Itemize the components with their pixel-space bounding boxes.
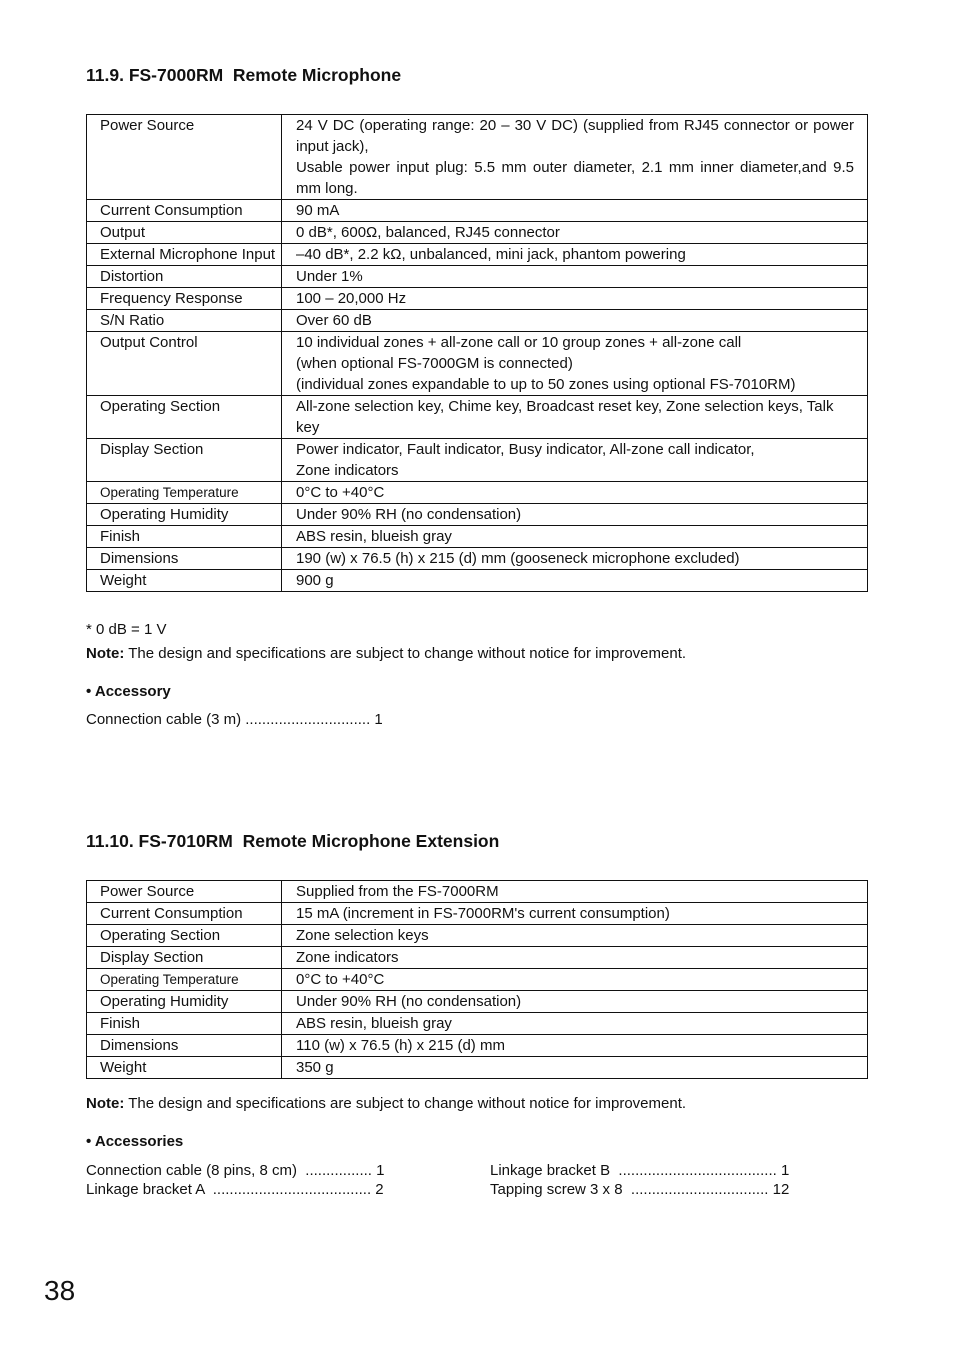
spec-value-line: Power indicator, Fault indicator, Busy indicator, All-zone call indicator, xyxy=(296,441,755,458)
spec-row xyxy=(87,310,868,332)
spec-label: Finish xyxy=(87,526,282,548)
spec-label: Operating Temperature xyxy=(87,482,282,504)
spec-label: Dimensions xyxy=(87,548,282,570)
accessory-title: • Accessory xyxy=(86,683,171,700)
accessory-item: Connection cable (8 pins, 8 cm) ................ 1 xyxy=(86,1162,385,1179)
spec-row xyxy=(87,1013,868,1035)
spec-value xyxy=(282,526,868,548)
spec-label: Display Section xyxy=(87,439,282,482)
spec-table-fs7000rm xyxy=(86,114,868,592)
spec-value xyxy=(282,288,868,310)
spec-row xyxy=(87,925,868,947)
spec-value-line: 190 (w) x 76.5 (h) x 215 (d) mm (gooseneck microphone excluded) xyxy=(296,550,740,567)
spec-value-line: 0 dB*, 600Ω, balanced, RJ45 connector xyxy=(296,224,560,241)
spec-value xyxy=(282,244,868,266)
spec-value xyxy=(282,396,868,439)
spec-value xyxy=(282,947,868,969)
spec-label: Power Source xyxy=(87,115,282,200)
spec-label: Finish xyxy=(87,1013,282,1035)
spec-value-line: 15 mA (increment in FS-7000RM's current consumption) xyxy=(296,905,670,922)
accessories-title: • Accessories xyxy=(86,1133,184,1150)
spec-value-line: 10 individual zones + all-zone call or 10 group zones + all-zone call xyxy=(296,334,742,351)
spec-value-line: 900 g xyxy=(296,572,334,589)
spec-row xyxy=(87,1057,868,1079)
section-heading-fs7010rm: 11.10. FS-7010RM Remote Microphone Extension xyxy=(86,831,500,851)
spec-label: Output Control xyxy=(87,332,282,396)
spec-value xyxy=(282,548,868,570)
spec-value-line: ABS resin, blueish gray xyxy=(296,528,452,545)
spec-value xyxy=(282,570,868,592)
note-2 xyxy=(86,1095,686,1112)
spec-value-line: Under 90% RH (no condensation) xyxy=(296,993,522,1010)
spec-value xyxy=(282,115,868,200)
spec-table-fs7010rm xyxy=(86,880,868,1079)
accessory-item: Connection cable (3 m) .............................. 1 xyxy=(86,711,383,728)
spec-value-line: Usable power input plug: 5.5 mm outer diameter, 2.1 mm inner diameter,and 9.5 mm long. xyxy=(296,159,854,197)
spec-row xyxy=(87,288,868,310)
spec-row xyxy=(87,439,868,482)
note xyxy=(86,645,686,662)
spec-label: Display Section xyxy=(87,947,282,969)
spec-value xyxy=(282,903,868,925)
spec-row xyxy=(87,266,868,288)
spec-value-line: Under 90% RH (no condensation) xyxy=(296,506,522,523)
spec-row xyxy=(87,947,868,969)
spec-label: Distortion xyxy=(87,266,282,288)
spec-label: Operating Section xyxy=(87,925,282,947)
spec-label: Frequency Response xyxy=(87,288,282,310)
note-text: The design and specifications are subject to change without notice for improvement. xyxy=(124,1095,687,1112)
spec-value xyxy=(282,482,868,504)
spec-row xyxy=(87,969,868,991)
spec-label: Operating Humidity xyxy=(87,991,282,1013)
spec-value xyxy=(282,504,868,526)
spec-value-line: 90 mA xyxy=(296,202,340,219)
spec-value-line: ABS resin, blueish gray xyxy=(296,1015,452,1032)
spec-value xyxy=(282,1013,868,1035)
spec-row xyxy=(87,482,868,504)
spec-value xyxy=(282,969,868,991)
spec-value-line: 100 – 20,000 Hz xyxy=(296,290,407,307)
spec-value-line: (when optional FS-7000GM is connected) xyxy=(296,355,573,372)
spec-row xyxy=(87,526,868,548)
spec-value-line: Under 1% xyxy=(296,268,363,285)
spec-value xyxy=(282,881,868,903)
spec-value xyxy=(282,332,868,396)
note-label: Note: xyxy=(86,1095,125,1112)
spec-label: Operating Section xyxy=(87,396,282,439)
spec-label: Dimensions xyxy=(87,1035,282,1057)
spec-label: Operating Humidity xyxy=(87,504,282,526)
spec-value xyxy=(282,200,868,222)
spec-label: Power Source xyxy=(87,881,282,903)
spec-value xyxy=(282,1035,868,1057)
spec-value xyxy=(282,439,868,482)
spec-label: Output xyxy=(87,222,282,244)
spec-label: Current Consumption xyxy=(87,903,282,925)
accessory-item: Linkage bracket B ...................................... 1 xyxy=(490,1162,790,1179)
footnote: * 0 dB = 1 V xyxy=(86,621,167,638)
spec-label: Current Consumption xyxy=(87,200,282,222)
spec-label: S/N Ratio xyxy=(87,310,282,332)
spec-row xyxy=(87,244,868,266)
spec-value xyxy=(282,222,868,244)
spec-row xyxy=(87,548,868,570)
spec-row xyxy=(87,881,868,903)
spec-row xyxy=(87,222,868,244)
spec-value-line: (individual zones expandable to up to 50 zones using optional FS-7010RM) xyxy=(296,376,796,393)
spec-value xyxy=(282,991,868,1013)
spec-value-line: 24 V DC (operating range: 20 – 30 V DC) (supplied from RJ45 connector or power input jack), xyxy=(296,117,854,155)
note-label: Note: xyxy=(86,645,125,662)
spec-row xyxy=(87,115,868,200)
spec-label: External Microphone Input xyxy=(87,244,282,266)
spec-row xyxy=(87,200,868,222)
spec-value xyxy=(282,1057,868,1079)
spec-value xyxy=(282,266,868,288)
spec-row xyxy=(87,504,868,526)
spec-row xyxy=(87,903,868,925)
spec-row xyxy=(87,332,868,396)
spec-row xyxy=(87,570,868,592)
spec-value-line: –40 dB*, 2.2 kΩ, unbalanced, mini jack, phantom powering xyxy=(296,246,686,263)
spec-label: Weight xyxy=(87,570,282,592)
spec-value-line: Zone indicators xyxy=(296,462,399,479)
accessory-item: Linkage bracket A ...................................... 2 xyxy=(86,1181,384,1198)
spec-value-line: Zone indicators xyxy=(296,949,399,966)
spec-value-line: Zone selection keys xyxy=(296,927,429,944)
note-text: The design and specifications are subject to change without notice for improvement. xyxy=(124,645,687,662)
spec-row xyxy=(87,991,868,1013)
page-number: 38 xyxy=(44,1275,76,1306)
spec-row xyxy=(87,1035,868,1057)
spec-value-line: Over 60 dB xyxy=(296,312,372,329)
spec-value-line: All-zone selection key, Chime key, Broadcast reset key, Zone selection keys, Talk key xyxy=(296,398,834,436)
spec-value-line: 110 (w) x 76.5 (h) x 215 (d) mm xyxy=(296,1037,505,1054)
spec-value xyxy=(282,925,868,947)
spec-label: Weight xyxy=(87,1057,282,1079)
spec-row xyxy=(87,396,868,439)
spec-value-line: Supplied from the FS-7000RM xyxy=(296,883,499,900)
spec-value xyxy=(282,310,868,332)
spec-value-line: 0°C to +40°C xyxy=(296,484,385,501)
accessory-item: Tapping screw 3 x 8 ................................. 12 xyxy=(490,1181,790,1198)
spec-value-line: 0°C to +40°C xyxy=(296,971,385,988)
section-heading-fs7000rm: 11.9. FS-7000RM Remote Microphone xyxy=(86,65,402,85)
spec-label: Operating Temperature xyxy=(87,969,282,991)
spec-value-line: 350 g xyxy=(296,1059,334,1076)
